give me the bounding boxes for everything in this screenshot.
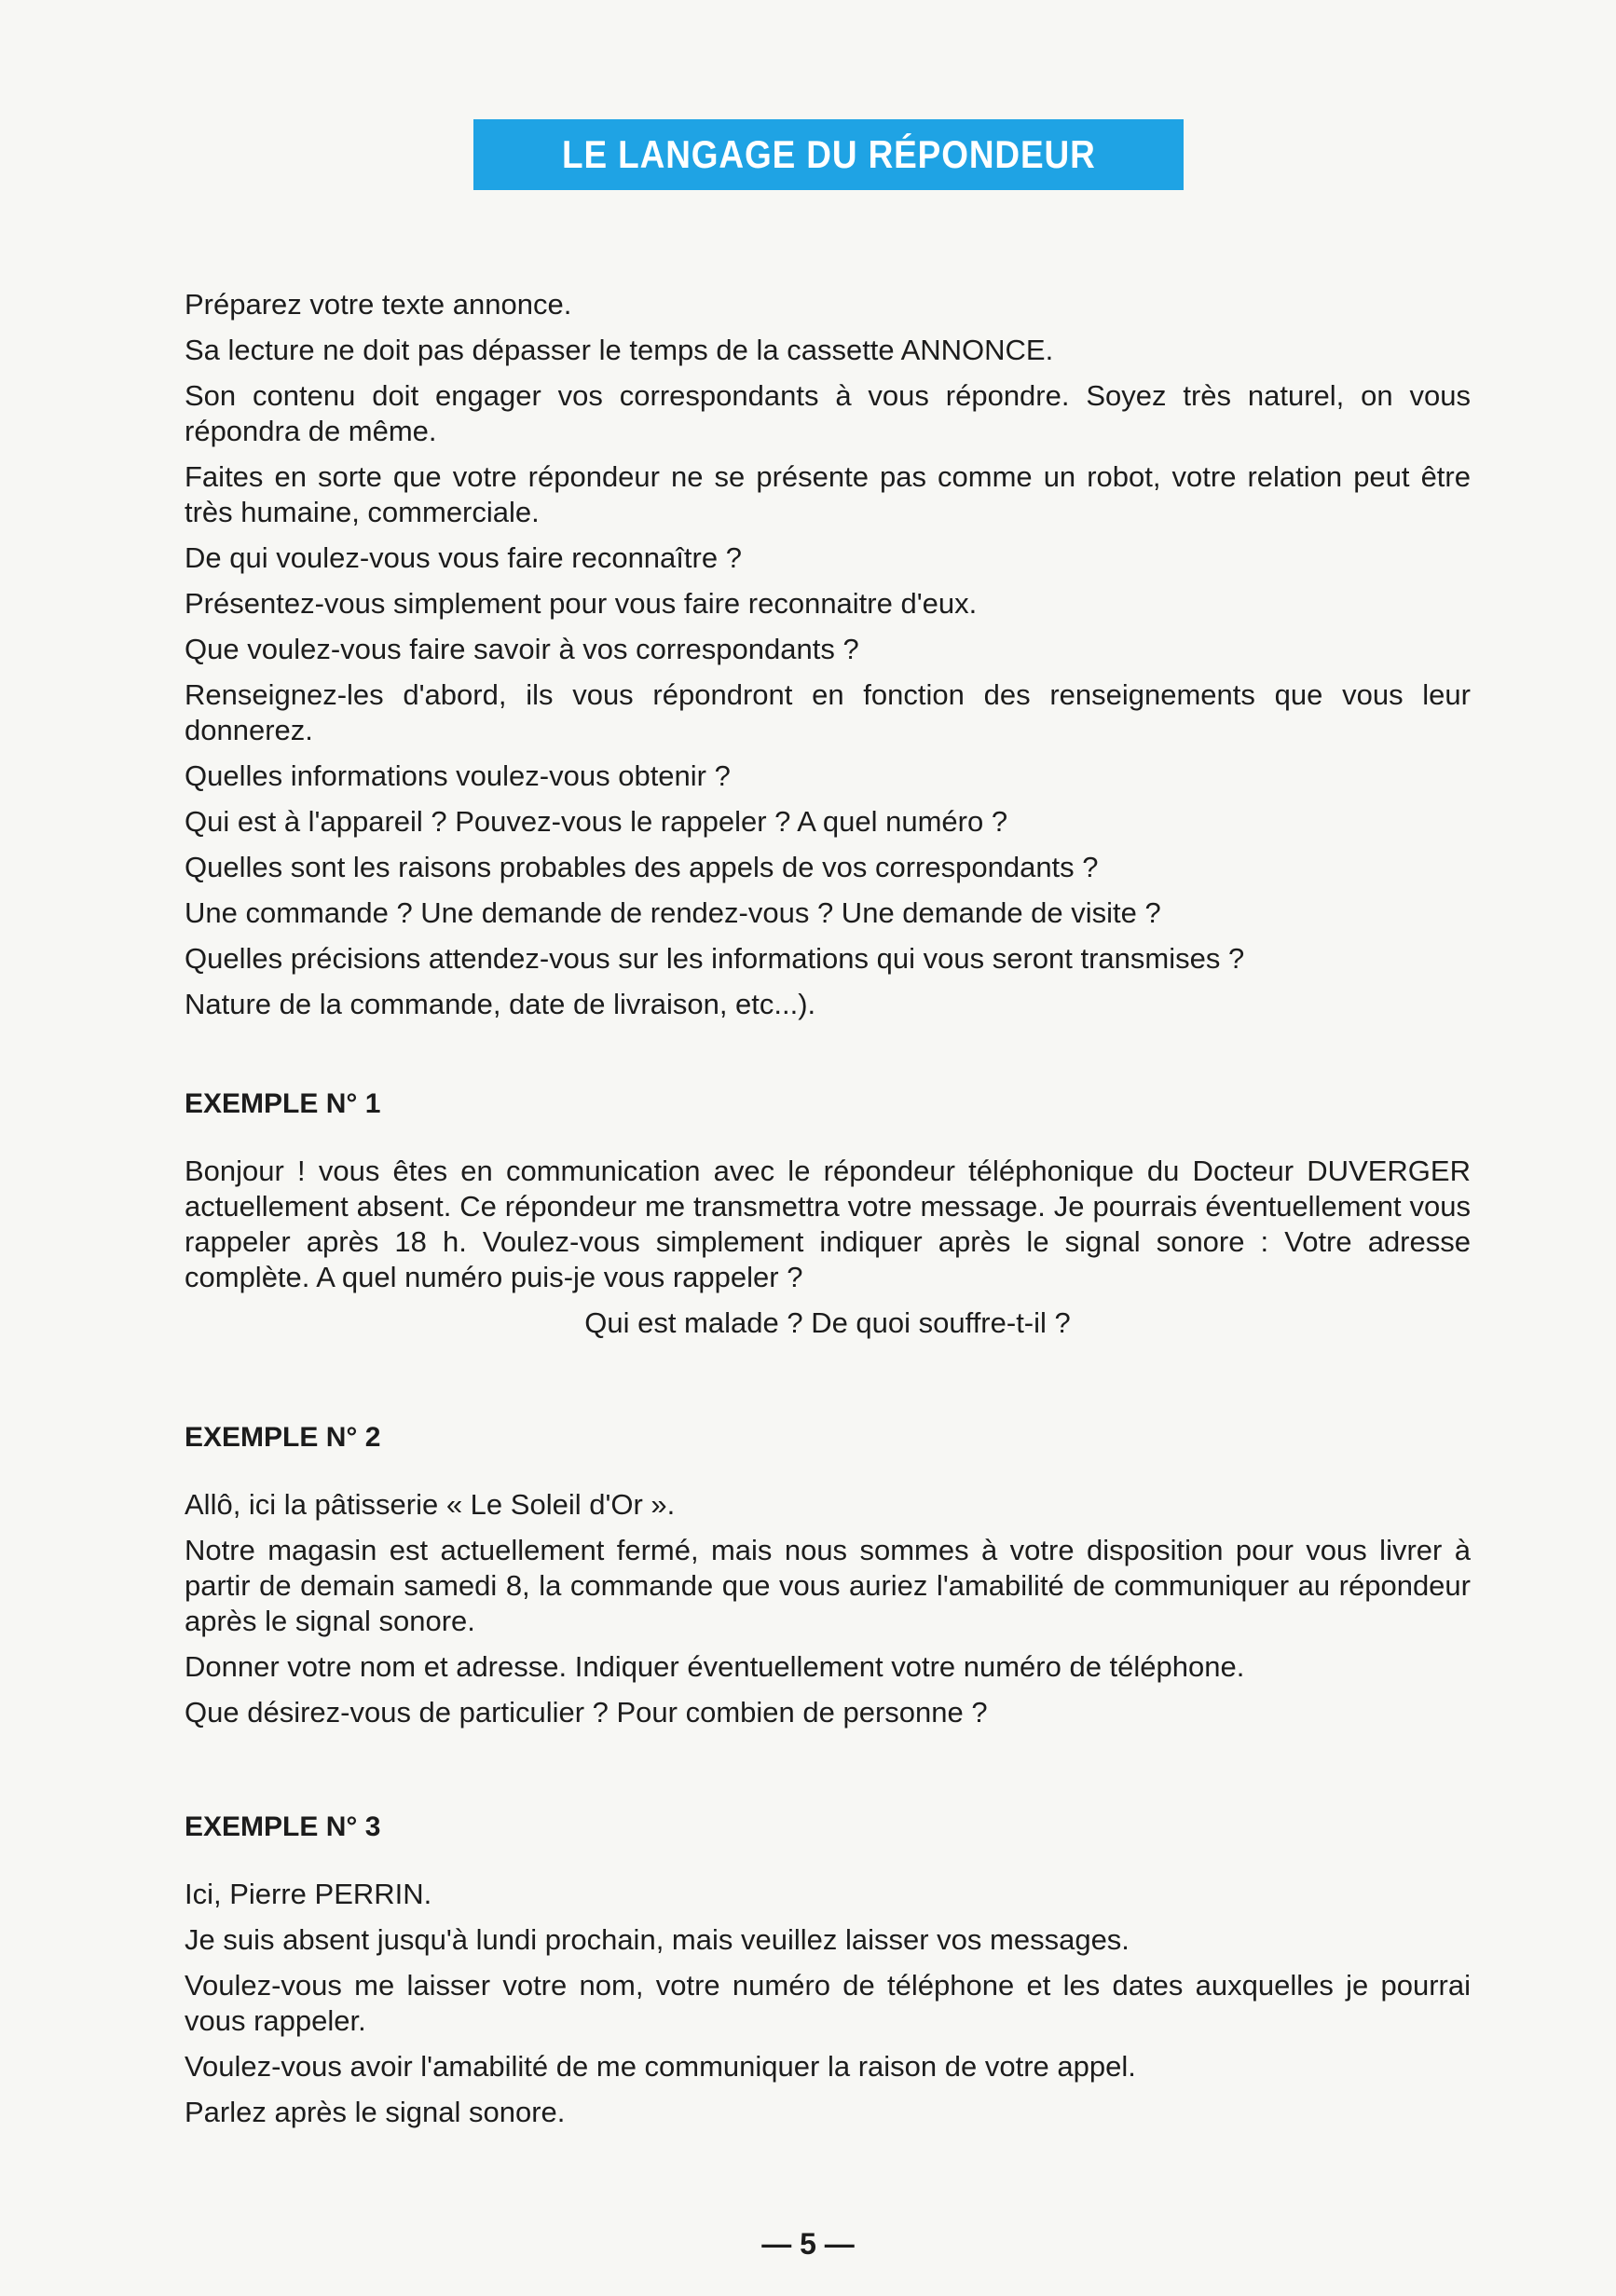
example-paragraph: Voulez-vous avoir l'amabilité de me communiquer la raison de votre appel.	[185, 2050, 1136, 2083]
example-heading: EXEMPLE N° 1	[185, 1088, 381, 1119]
intro-paragraph: Son contenu doit engager vos correspondants à vous répondre. Soyez très naturel, on vous répondra de même.	[185, 379, 1471, 447]
example-paragraph: Qui est malade ? De quoi souffre-t-il ?	[584, 1306, 1071, 1339]
title-banner	[473, 119, 1184, 190]
example-paragraph: Ici, Pierre PERRIN.	[185, 1878, 432, 1910]
intro-paragraph: Présentez-vous simplement pour vous faire reconnaitre d'eux.	[185, 587, 978, 620]
intro-paragraph: De qui voulez-vous vous faire reconnaître ?	[185, 541, 742, 574]
example-2-section	[185, 1420, 1471, 1730]
intro-paragraph: Sa lecture ne doit pas dépasser le temps de la cassette ANNONCE.	[185, 334, 1054, 366]
intro-paragraph: Renseignez-les d'abord, ils vous répondront en fonction des renseignements que vous leur donnerez.	[185, 678, 1471, 746]
example-3-section	[185, 1810, 1471, 2130]
intro-section	[185, 287, 1471, 1022]
example-paragraph: Allô, ici la pâtisserie « Le Soleil d'Or ».	[185, 1488, 676, 1521]
intro-paragraph: Quelles informations voulez-vous obtenir ?	[185, 759, 731, 792]
intro-paragraph: Nature de la commande, date de livraison, etc...).	[185, 988, 816, 1020]
example-heading: EXEMPLE N° 3	[185, 1811, 381, 1842]
example-heading: EXEMPLE N° 2	[185, 1422, 381, 1453]
example-paragraph: Parlez après le signal sonore.	[185, 2096, 566, 2128]
example-1-section	[185, 1086, 1471, 1341]
intro-paragraph: Quelles sont les raisons probables des appels de vos correspondants ?	[185, 851, 1099, 883]
example-paragraph: Voulez-vous me laisser votre nom, votre numéro de téléphone et les dates auxquelles je pourrai vous rappeler.	[185, 1969, 1471, 2037]
intro-paragraph: Qui est à l'appareil ? Pouvez-vous le rappeler ? A quel numéro ?	[185, 805, 1008, 838]
example-paragraph: Je suis absent jusqu'à lundi prochain, mais veuillez laisser vos messages.	[185, 1923, 1130, 1956]
example-paragraph: Donner votre nom et adresse. Indiquer éventuellement votre numéro de téléphone.	[185, 1650, 1245, 1683]
example-paragraph: Bonjour ! vous êtes en communication avec le répondeur téléphonique du Docteur DUVERGER actuellement absent. Ce répondeur me transmettra votre message. Je pourrais éventuellement vous rappeler après 18 h. Voulez-vous simplement indiquer après le signal sonore : Votre adresse complète. A quel numéro puis-je vous rappeler ?	[185, 1155, 1471, 1293]
example-paragraph: Notre magasin est actuellement fermé, mais nous sommes à votre disposition pour vous livrer à partir de demain samedi 8, la commande que vous auriez l'amabilité de communiquer au répondeur après le signal sonore.	[185, 1534, 1471, 1637]
page-number: — 5 —	[761, 2227, 855, 2261]
intro-paragraph: Une commande ? Une demande de rendez-vous ? Une demande de visite ?	[185, 896, 1161, 929]
page-title: LE LANGAGE DU RÉPONDEUR	[561, 132, 1096, 176]
intro-paragraph: Faites en sorte que votre répondeur ne se présente pas comme un robot, votre relation peut être très humaine, commerciale.	[185, 460, 1471, 528]
intro-paragraph: Que voulez-vous faire savoir à vos correspondants ?	[185, 633, 859, 665]
intro-paragraph: Quelles précisions attendez-vous sur les informations qui vous seront transmises ?	[185, 942, 1245, 975]
document-body	[185, 287, 1471, 2140]
example-paragraph: Que désirez-vous de particulier ? Pour combien de personne ?	[185, 1696, 988, 1729]
intro-paragraph: Préparez votre texte annonce.	[185, 288, 572, 321]
